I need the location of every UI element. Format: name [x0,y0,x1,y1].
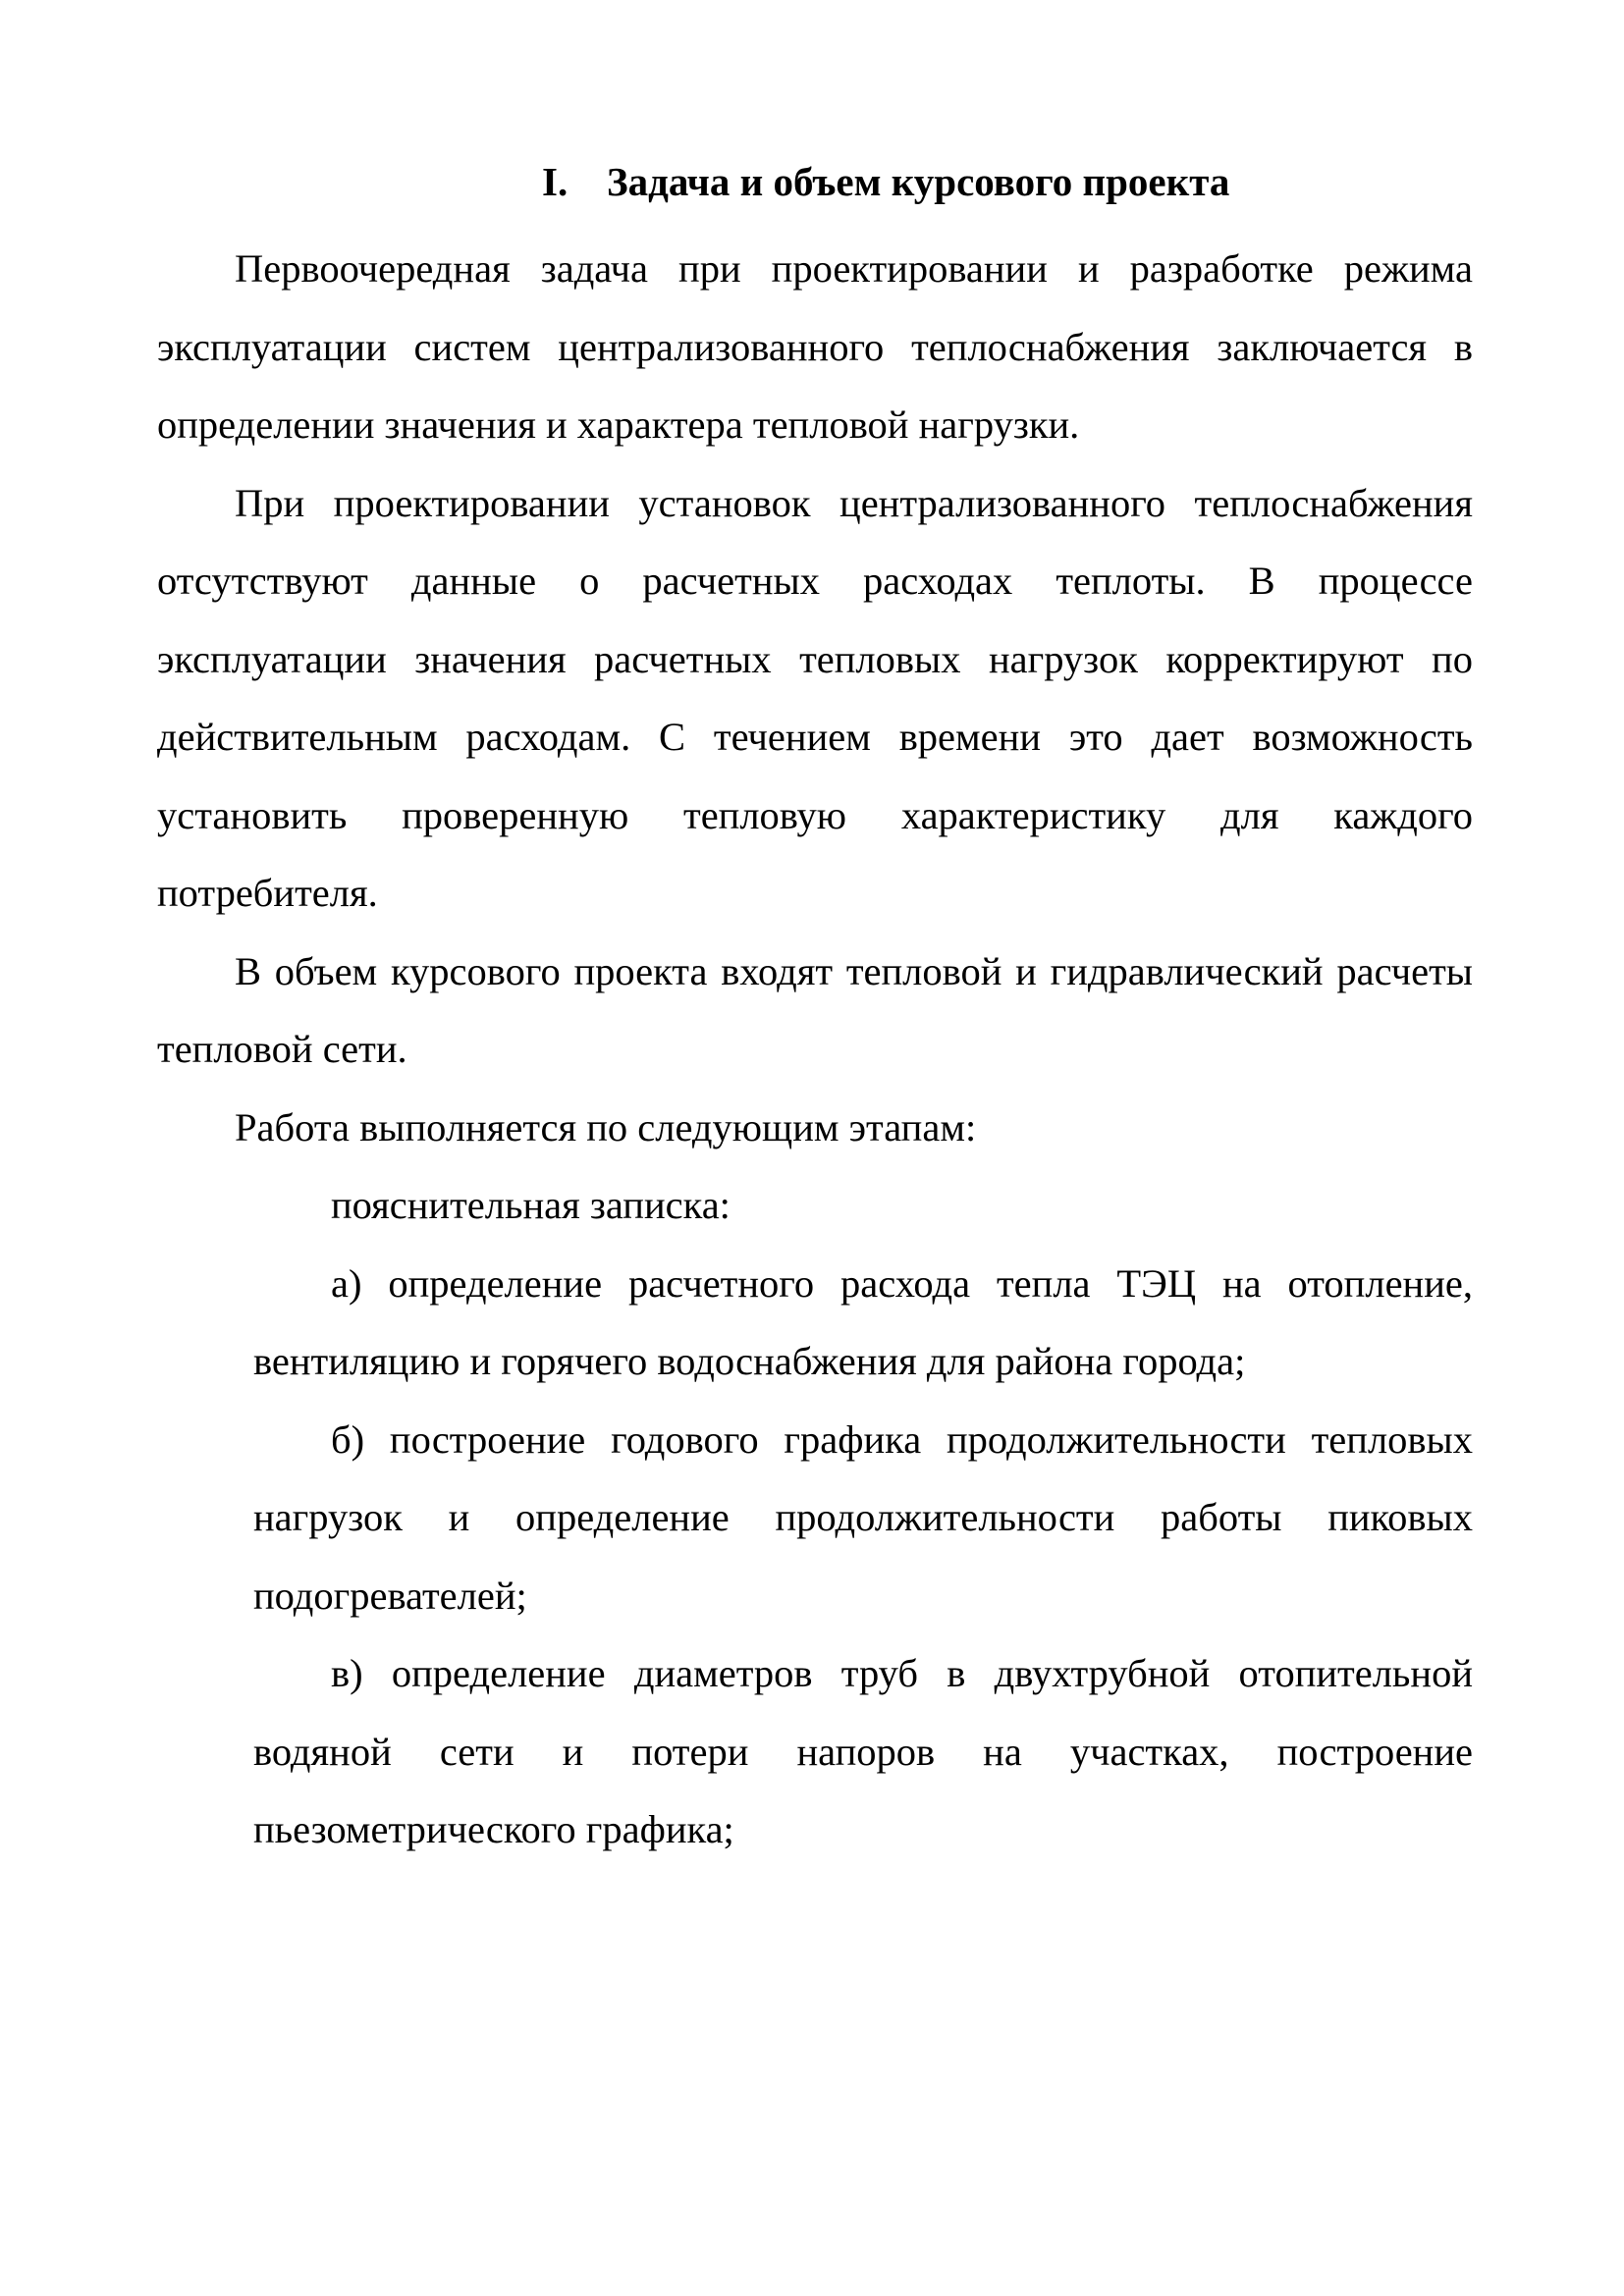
note-heading: пояснительная записка: [331,1183,731,1227]
paragraph-design-data: При проектировании установок централизованного теплоснабжения отсутствуют данные о расчетных расходах теплоты. В процессе эксплуатации значения расчетных тепловых нагрузок корректируют по действительным расходам. С течением времени это дает возможность установить проверенную тепловую характеристику для каждого потребителя. [157,480,1473,915]
section-title: Задача и объем курсового проекта [607,159,1230,204]
stages-intro: Работа выполняется по следующим этапам: [235,1104,977,1149]
section-number: I. [542,159,568,204]
list-item-a: а) определение расчетного расхода тепла ТЭЦ на отопление, вентиляцию и горячего водоснабжения для района города; [253,1260,1473,1383]
paragraph-scope: В объем курсового проекта входят тепловой и гидравлический расчеты тепловой сети. [157,948,1473,1071]
paragraph-task: Первоочередная задача при проектировании и разработке режима эксплуатации систем централизованного теплоснабжения заключается в определении значения и характера тепловой нагрузки. [157,246,1473,447]
list-item-c: в) определение диаметров труб в двухтрубной отопительной водяной сети и потери напоров на участках, построение пьезометрического графика; [253,1651,1473,1851]
list-item-b: б) построение годового графика продолжительности тепловых нагрузок и определение продолжительности работы пиковых подогревателей; [253,1416,1473,1618]
document-body [157,230,1473,1869]
